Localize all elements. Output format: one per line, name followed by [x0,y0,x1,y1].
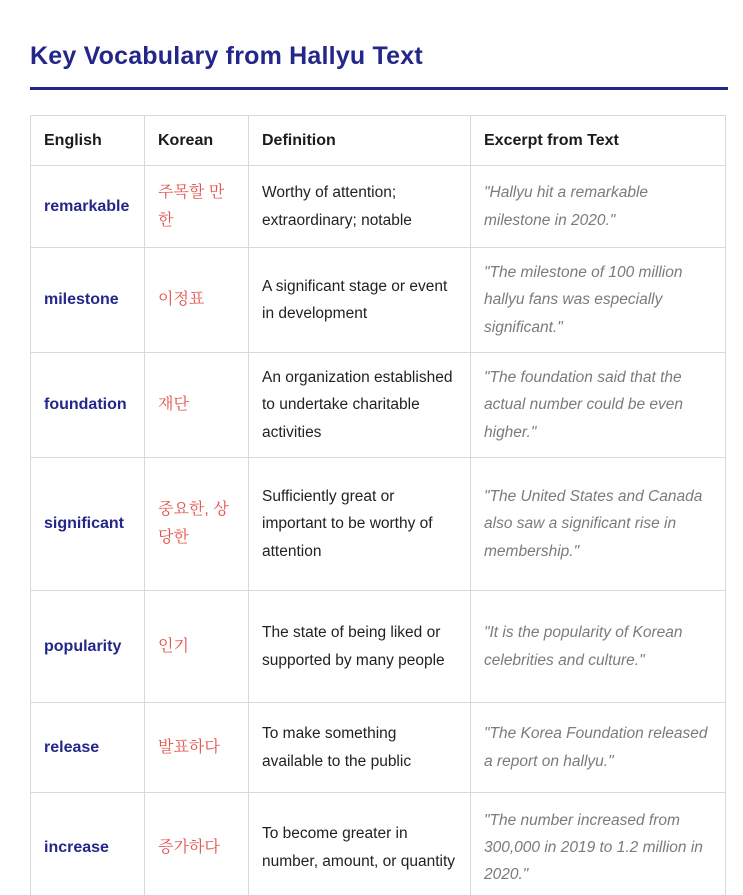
english-term: increase [31,793,145,895]
page-title: Key Vocabulary from Hallyu Text [30,42,423,70]
english-term: foundation [31,353,145,458]
english-term: significant [31,458,145,591]
header-korean: Korean [145,116,249,166]
definition-text: Worthy of attention; extraordinary; notable [249,166,471,248]
table-row [31,248,726,353]
english-term: remarkable [31,166,145,248]
title-underline [30,87,728,90]
definition-text: A significant stage or event in development [249,248,471,353]
table-row [31,353,726,458]
excerpt-text: "The Korea Foundation released a report on hallyu." [471,703,726,793]
english-term: popularity [31,591,145,703]
header-excerpt: Excerpt from Text [471,116,726,166]
table-row [31,458,726,591]
korean-term: 증가하다 [145,793,249,895]
excerpt-text: "The foundation said that the actual number could be even higher." [471,353,726,458]
header-definition: Definition [249,116,471,166]
table-row [31,793,726,895]
korean-term: 이정표 [145,248,249,353]
excerpt-text: "Hallyu hit a remarkable milestone in 2020." [471,166,726,248]
definition-text: To make something available to the public [249,703,471,793]
excerpt-text: "It is the popularity of Korean celebrities and culture." [471,591,726,703]
header-english: English [31,116,145,166]
definition-text: The state of being liked or supported by many people [249,591,471,703]
excerpt-text: "The United States and Canada also saw a significant rise in membership." [471,458,726,591]
definition-text: To become greater in number, amount, or quantity [249,793,471,895]
korean-term: 인기 [145,591,249,703]
table-row [31,591,726,703]
excerpt-text: "The milestone of 100 million hallyu fans was especially significant." [471,248,726,353]
english-term: release [31,703,145,793]
excerpt-text: "The number increased from 300,000 in 2019 to 1.2 million in 2020." [471,793,726,895]
english-term: milestone [31,248,145,353]
definition-text: An organization established to undertake charitable activities [249,353,471,458]
definition-text: Sufficiently great or important to be worthy of attention [249,458,471,591]
table-row [31,166,726,248]
vocabulary-table [30,115,726,895]
table-row [31,703,726,793]
table-header-row [31,116,726,166]
korean-term: 주목할 만한 [145,166,249,248]
korean-term: 발표하다 [145,703,249,793]
korean-term: 재단 [145,353,249,458]
korean-term: 중요한, 상당한 [145,458,249,591]
